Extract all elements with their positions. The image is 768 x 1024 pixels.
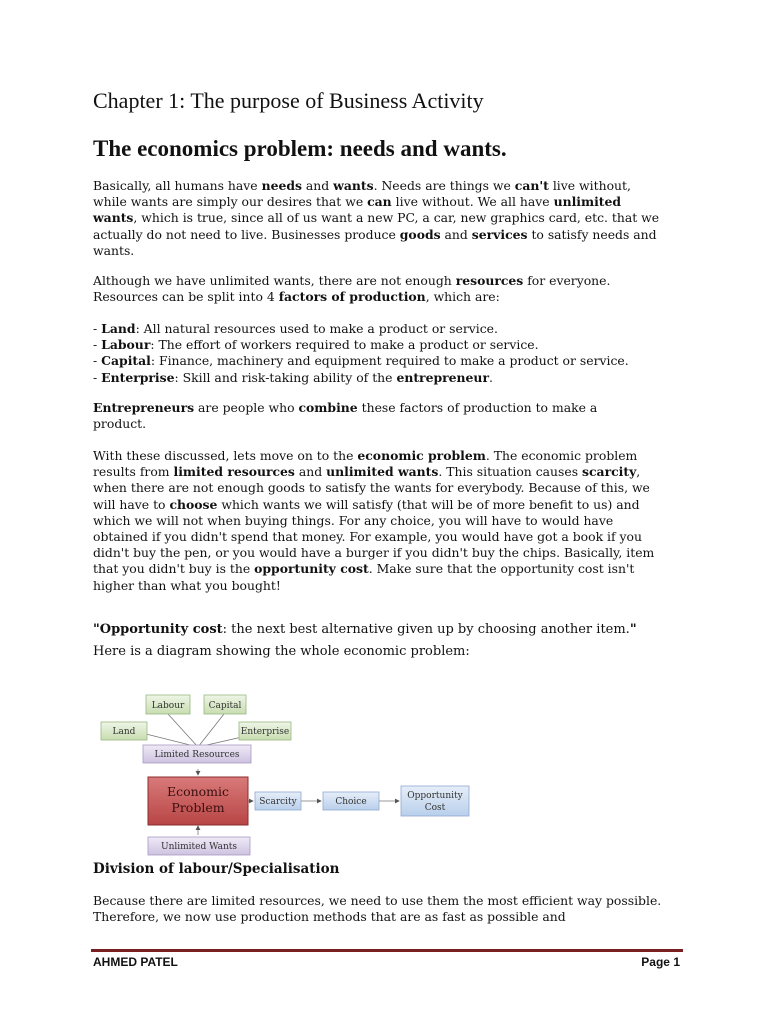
p3-line-1: Entrepreneurs are people who combine these factors of production to make a bbox=[93, 400, 598, 415]
svg-text:Problem: Problem bbox=[171, 800, 225, 815]
p4-line-8: that you didn't buy is the opportunity cost. Make sure that the opportunity cost isn't bbox=[93, 561, 635, 577]
paragraph-division-of-labour bbox=[93, 893, 685, 925]
diagram-intro-text: Here is a diagram showing the whole economic problem: bbox=[93, 644, 470, 659]
footer-author: AHMED PATEL bbox=[93, 955, 178, 969]
factor-capital: - Capital: Finance, machinery and equipment required to make a product or service. bbox=[93, 353, 629, 369]
svg-text:Limited Resources: Limited Resources bbox=[154, 750, 240, 760]
economic-problem-diagram bbox=[93, 690, 493, 860]
opportunity-cost-definition bbox=[93, 622, 685, 638]
paragraph-resources bbox=[93, 273, 685, 305]
p2-line-2: Resources can be split into 4 factors of production, which are: bbox=[93, 289, 500, 305]
p4-line-3: when there are not enough goods to satisfy the wants for everybody. Because of this, we bbox=[93, 480, 650, 496]
p5-line-2: Therefore, we now use production methods that are as fast as possible and bbox=[93, 909, 566, 925]
svg-text:Economic: Economic bbox=[166, 784, 230, 799]
factor-enterprise: - Enterprise: Skill and risk-taking ability of the entrepreneur. bbox=[93, 369, 493, 385]
section-title: The economics problem: needs and wants. bbox=[93, 136, 507, 161]
factor-labour: - Labour: The effort of workers required to make a product or service. bbox=[93, 337, 539, 353]
opportunity-cost-box bbox=[401, 786, 469, 816]
p4-line-5: which we will not when buying things. For any choice, you will have to would have bbox=[93, 512, 614, 528]
definition-line: "Opportunity cost: the next best alternative given up by choosing another item." bbox=[93, 622, 637, 637]
economic-problem-box bbox=[148, 777, 248, 825]
unlimited-wants-box bbox=[148, 837, 250, 855]
p2-line-1: Although we have unlimited wants, there are not enough resources for everyone. bbox=[93, 273, 611, 288]
svg-text:Land: Land bbox=[112, 727, 136, 737]
paragraph-entrepreneurs bbox=[93, 400, 685, 432]
p1-line-4: actually do not need to live. Businesses produce goods and services to satisfy needs and bbox=[93, 226, 657, 242]
svg-text:Enterprise: Enterprise bbox=[240, 727, 290, 737]
p4-line-1: With these discussed, lets move on to the economic problem. The economic problem bbox=[93, 448, 638, 463]
limited-resources-box bbox=[143, 745, 251, 763]
choice-box bbox=[323, 792, 379, 810]
footer-rule bbox=[91, 949, 683, 952]
paragraph-needs-wants bbox=[93, 178, 685, 259]
svg-text:Cost: Cost bbox=[424, 803, 446, 813]
factors-list bbox=[93, 321, 685, 386]
p1-line-5: wants. bbox=[93, 242, 135, 258]
factor-land: - Land: All natural resources used to make a product or service. bbox=[93, 321, 498, 336]
svg-text:Choice: Choice bbox=[335, 797, 367, 807]
svg-text:Labour: Labour bbox=[151, 701, 185, 711]
diagram-intro bbox=[93, 644, 685, 660]
paragraph-economic-problem bbox=[93, 448, 685, 594]
capital-box bbox=[204, 695, 246, 714]
land-box bbox=[101, 722, 147, 740]
p5-line-1: Because there are limited resources, we need to use them the most efficient way possible. bbox=[93, 893, 662, 908]
svg-text:Scarcity: Scarcity bbox=[259, 797, 297, 807]
p4-line-6: obtained if you didn't spend that money. For example, you would have got a book if you bbox=[93, 529, 642, 545]
p4-line-4: will have to choose which wants we will satisfy (that will be of more benefit to us) and bbox=[93, 496, 640, 512]
svg-text:Opportunity: Opportunity bbox=[407, 791, 463, 801]
labour-box bbox=[146, 695, 190, 714]
footer-page-number: Page 1 bbox=[641, 955, 680, 969]
scarcity-box bbox=[255, 792, 301, 810]
p4-line-9: higher than what you bought! bbox=[93, 577, 281, 593]
p4-line-7: didn't buy the pen, or you would have a burger if you didn't buy the chips. Basically, item bbox=[93, 545, 655, 561]
svg-text:Capital: Capital bbox=[208, 701, 242, 711]
section-title-division-of-labour: Division of labour/Specialisation bbox=[93, 861, 340, 877]
p1-line-2: while wants are simply our desires that we can live without. We all have unlimited bbox=[93, 194, 622, 210]
svg-text:Unlimited Wants: Unlimited Wants bbox=[161, 842, 237, 852]
p1-line-3: wants, which is true, since all of us want a new PC, a car, new graphics card, etc. that we bbox=[93, 210, 660, 226]
enterprise-box bbox=[239, 722, 291, 740]
p1-line-1: Basically, all humans have needs and wants. Needs are things we can't live without, bbox=[93, 178, 631, 193]
p3-line-2: product. bbox=[93, 416, 147, 432]
chapter-title: Chapter 1: The purpose of Business Activity bbox=[93, 88, 484, 113]
p4-line-2: results from limited resources and unlimited wants. This situation causes scarcity, bbox=[93, 464, 641, 480]
